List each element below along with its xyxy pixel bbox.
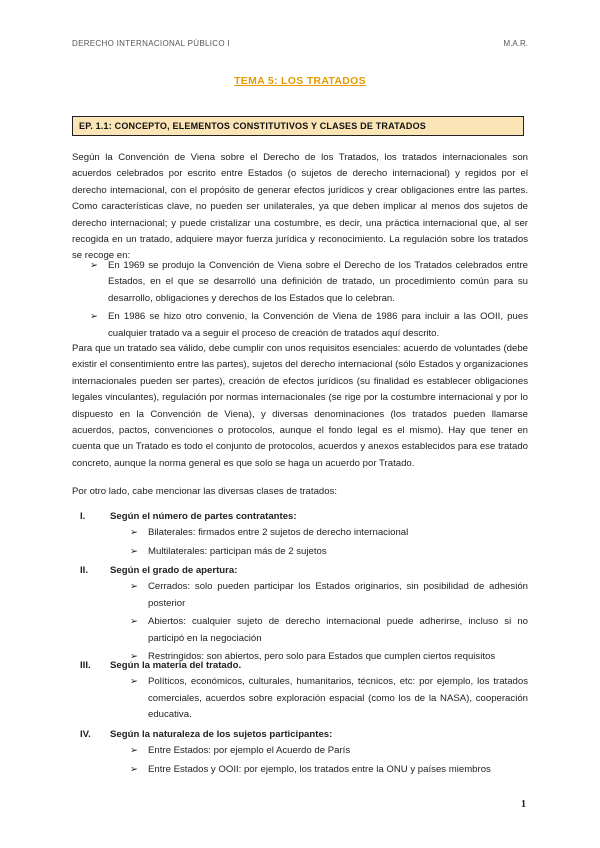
- list-item-text: Entre Estados: por ejemplo el Acuerdo de París: [148, 745, 351, 757]
- list-item-text: Restringidos: son abiertos, pero solo para Estados que cumplen ciertos requisitos: [148, 651, 496, 663]
- section-heading: EP. 1.1: CONCEPTO, ELEMENTOS CONSTITUTIVOS Y CLASES DE TRATADOS: [79, 121, 426, 131]
- arrow-bullet-icon: ➢: [130, 676, 139, 688]
- arrow-bullet-icon: ➢: [130, 651, 139, 663]
- list-item: [130, 674, 528, 723]
- list-item: [90, 309, 528, 342]
- list-item: [130, 743, 528, 759]
- class-group-3: [80, 658, 528, 726]
- classes-intro: Por otro lado, cabe mencionar las diversas clases de tratados:: [72, 486, 338, 497]
- intro-paragraph: Según la Convención de Viena sobre el Derecho de los Tratados, los tratados internacionales son acuerdos celebrados por escrito entre Estados (o sujetos de derecho internacional) y regidos por el derecho internacional, con el propósito de generar efectos jurídicos y crear obligaciones entre las partes. Como características clave, no pueden ser unilaterales, ya que deben implicar al menos dos sujetos de derecho internacional; y puede cristalizar una costumbre, es decir, una práctica internacional que, al ser recogida en un tratado, adquiere mayor fuerza jurídica y reconocimiento. La regulación sobre los tratados se recoge en:: [72, 152, 528, 262]
- class-label: Según la naturaleza de los sujetos participantes:: [110, 729, 333, 740]
- class-number: II.: [80, 565, 88, 576]
- arrow-bullet-icon: ➢: [130, 527, 139, 539]
- list-item: [130, 614, 528, 647]
- class-group-4: [80, 727, 528, 780]
- arrow-bullet-icon: ➢: [90, 311, 99, 323]
- class-number: IV.: [80, 729, 91, 740]
- list-item: [130, 762, 528, 778]
- class-label: Según la materia del tratado.: [110, 660, 242, 671]
- class-group-1: [80, 509, 528, 562]
- running-header-right: M.A.R.: [503, 39, 528, 48]
- class-group-2: [80, 563, 528, 667]
- class-number: I.: [80, 511, 86, 522]
- list-item-text: Políticos, económicos, culturales, humanitarios, técnicos, etc: por ejemplo, los tratados comerciales, acuerdos sobre exploración espacial (como los de la NASA), cooperación educativa.: [148, 676, 528, 721]
- class-label: Según el número de partes contratantes:: [110, 511, 297, 522]
- list-item-text: En 1969 se produjo la Convención de Viena sobre el Derecho de los Tratados celebrados entre Estados, en el que se desarrolló una definición de tratado, un procedimiento común para su desarrollo, obligaciones y derechos de los Estados que lo celebran.: [108, 260, 528, 304]
- page-title: TEMA 5: LOS TRATADOS: [234, 75, 366, 87]
- class-label: Según el grado de apertura:: [110, 565, 238, 576]
- arrow-bullet-icon: ➢: [130, 581, 139, 593]
- section-heading-box: [72, 116, 524, 136]
- running-header-left: DERECHO INTERNACIONAL PÚBLICO I: [72, 39, 230, 48]
- arrow-bullet-icon: ➢: [130, 745, 139, 757]
- list-item: [130, 525, 528, 541]
- list-item-text: En 1986 se hizo otro convenio, la Convención de Viena de 1986 para incluir a las OOII, pues cualquier tratado va a seguir el proceso de creación de tratados aquí descrito.: [108, 311, 528, 339]
- list-item: [130, 544, 528, 560]
- class-number: III.: [80, 660, 91, 671]
- list-item-text: Multilaterales: participan más de 2 sujetos: [148, 545, 327, 557]
- list-item: [130, 579, 528, 612]
- page-number: 1: [521, 799, 526, 810]
- arrow-bullet-icon: ➢: [90, 260, 99, 271]
- arrow-bullet-icon: ➢: [130, 616, 139, 628]
- validity-paragraph: Para que un tratado sea válido, debe cumplir con unos requisitos esenciales: acuerdo de voluntades (debe existir el consentimiento entre las partes), sujetos del derecho internacional (sólo Estados y organizaciones internacionales pueden ser partes), creación de efectos jurídicos (su finalidad es establecer obligaciones legales vinculantes), regulación por normas internacionales (se rige por la costumbre internacional y por lo dispuesto en la Convención de Viena), y diversas denominaciones (los tratados pueden llamarse acuerdos, pactos, convenciones o protocolos, aunque el fondo legal es el mismo). Hay que tener en cuenta que un Tratado es todo el conjunto de protocolos, acuerdos y anexos establecidos para ese tratado concreto, aunque la norma general es que solo se haga un acuerdo por Tratado.: [72, 343, 528, 469]
- list-item-text: Abiertos: cualquier sujeto de derecho internacional puede adherirse, incluso si no participó en la negociación: [148, 616, 528, 644]
- regulation-list: [90, 258, 528, 344]
- arrow-bullet-icon: ➢: [130, 545, 139, 557]
- list-item: [90, 258, 528, 307]
- list-item-text: Entre Estados y OOII: por ejemplo, los tratados entre la ONU y países miembros: [148, 763, 491, 775]
- list-item-text: Cerrados: solo pueden participar los Estados originarios, sin posibilidad de adhesión posterior: [148, 581, 528, 609]
- list-item-text: Bilaterales: firmados entre 2 sujetos de derecho internacional: [148, 527, 409, 539]
- arrow-bullet-icon: ➢: [130, 763, 139, 775]
